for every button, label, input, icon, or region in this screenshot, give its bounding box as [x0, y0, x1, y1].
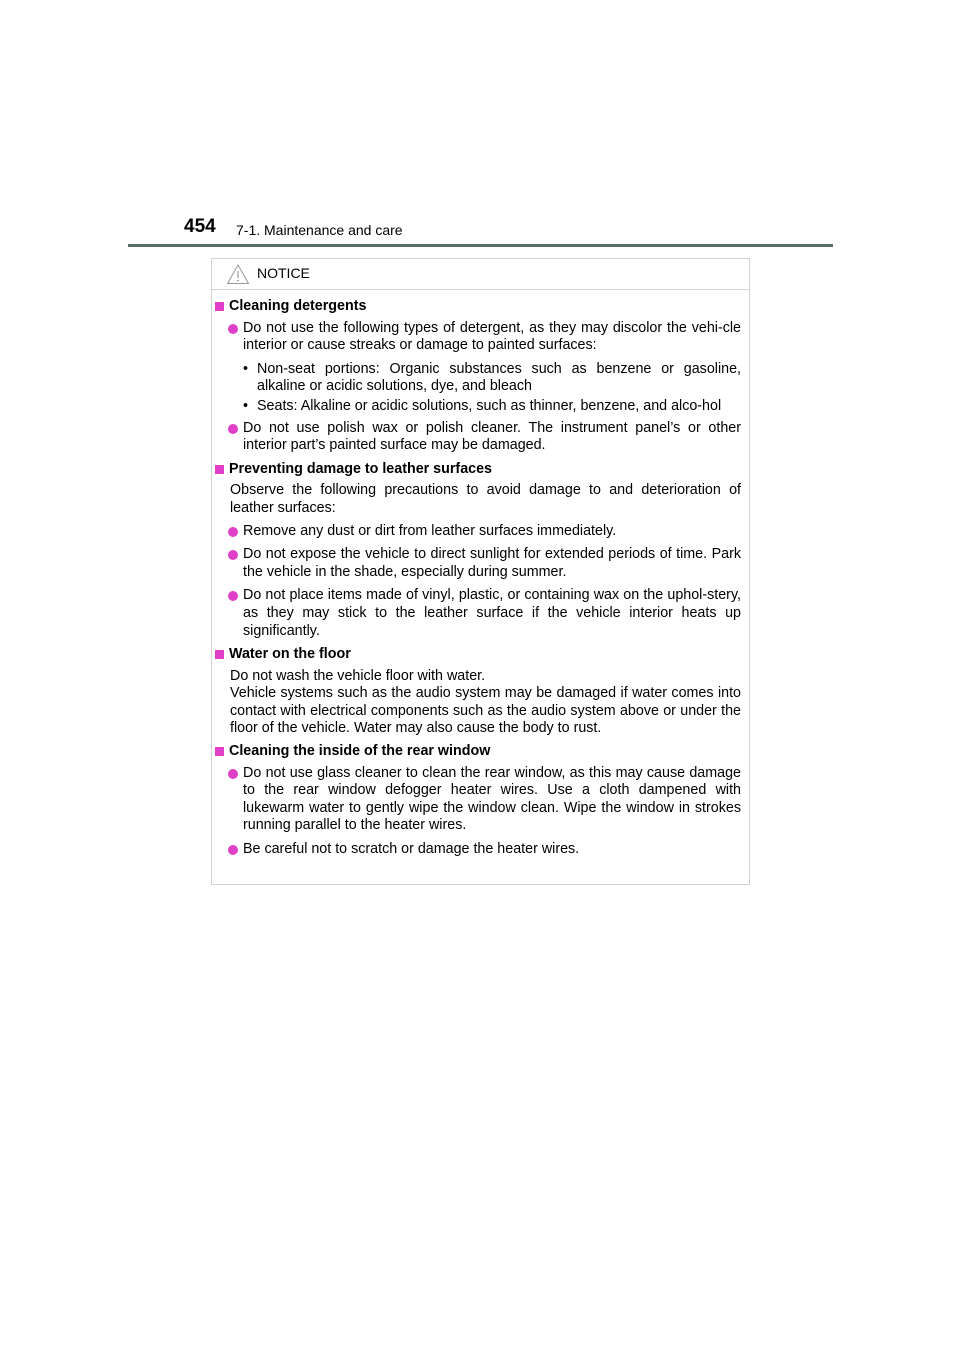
circle-bullet-icon [228, 769, 238, 779]
paragraph: Observe the following precautions to avoid damage to and deterioration of leather surfaces: [230, 482, 741, 516]
square-bullet-icon [215, 650, 224, 659]
notice-box [211, 258, 750, 885]
sub-list-item: • Non-seat portions: Organic substances such as benzene or gasoline, alkaline or acidic solutions, dye, and bleach [243, 360, 741, 395]
square-bullet-icon [215, 747, 224, 756]
list-item: Do not use glass cleaner to clean the rear window, as this may cause damage to the rear window defogger heater wires. Use a cloth dampened with lukewarm water to gently wipe the window clean. Wipe the window in strokes running parallel to the heater wires. [212, 765, 749, 835]
circle-bullet-icon [228, 324, 238, 334]
list-item: Do not expose the vehicle to direct sunlight for extended periods of time. Park the vehicle in the shade, especially during summer. [212, 546, 749, 581]
list-item: Do not place items made of vinyl, plastic, or containing wax on the uphol-stery, as they may stick to the leather surface if the vehicle interior heats up significantly. [212, 587, 749, 640]
square-bullet-icon [215, 465, 224, 474]
list-item: Do not use the following types of detergent, as they may discolor the vehi-cle interior or cause streaks or damage to painted surfaces: [212, 320, 749, 355]
circle-bullet-icon [228, 845, 238, 855]
paragraph: Vehicle systems such as the audio system may be damaged if water comes into contact with electrical components such as the audio system above or under the floor of the vehicle. Water may also cause the body to rust. [230, 685, 741, 737]
section-heading-leather: Preventing damage to leather surfaces [212, 461, 749, 479]
dot-bullet-icon: • [243, 397, 249, 414]
header-rule [128, 244, 833, 247]
section-heading-detergents: Cleaning detergents [212, 298, 749, 316]
notice-header [212, 259, 749, 290]
section-heading-rear-window: Cleaning the inside of the rear window [212, 743, 749, 761]
list-item: Do not use polish wax or polish cleaner. The instrument panel’s or other interior part’s painted surface may be damaged. [212, 420, 749, 455]
circle-bullet-icon [228, 550, 238, 560]
list-item: Remove any dust or dirt from leather surfaces immediately. [212, 523, 749, 541]
section-title: 7-1. Maintenance and care [236, 222, 403, 238]
section-heading-water: Water on the floor [212, 646, 749, 664]
notice-content [212, 298, 749, 865]
circle-bullet-icon [228, 591, 238, 601]
page-header [184, 214, 834, 244]
sub-list-item: • Seats: Alkaline or acidic solutions, such as thinner, benzene, and alco-hol [243, 397, 722, 414]
notice-title: NOTICE [257, 265, 310, 281]
list-item: Be careful not to scratch or damage the heater wires. [212, 841, 749, 859]
circle-bullet-icon [228, 527, 238, 537]
paragraph: Do not wash the vehicle floor with water. [230, 667, 486, 684]
dot-bullet-icon: • [243, 360, 249, 377]
square-bullet-icon [215, 302, 224, 311]
circle-bullet-icon [228, 424, 238, 434]
page-number: 454 [184, 216, 216, 237]
warning-triangle-icon [226, 263, 250, 285]
